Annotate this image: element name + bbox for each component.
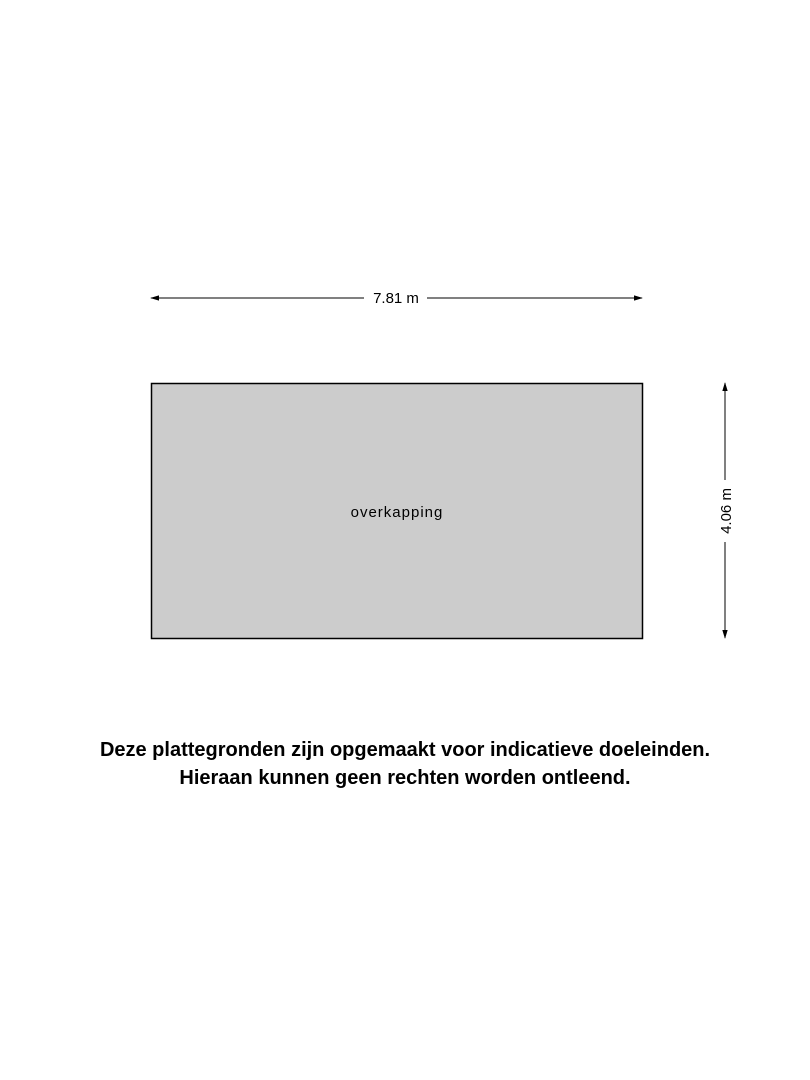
disclaimer: [0, 736, 810, 792]
disclaimer-line-1: Deze plattegronden zijn opgemaakt voor indicatieve doeleinden.: [99, 739, 711, 761]
height-dimension: [718, 383, 735, 638]
disclaimer-line-2: Hieraan kunnen geen rechten worden ontleend.: [179, 767, 631, 789]
width-dimension: [151, 290, 642, 307]
room-label: overkapping: [350, 504, 444, 521]
width-dimension-label: 7.81 m: [373, 290, 419, 307]
height-dimension-label: 4.06 m: [718, 488, 735, 534]
